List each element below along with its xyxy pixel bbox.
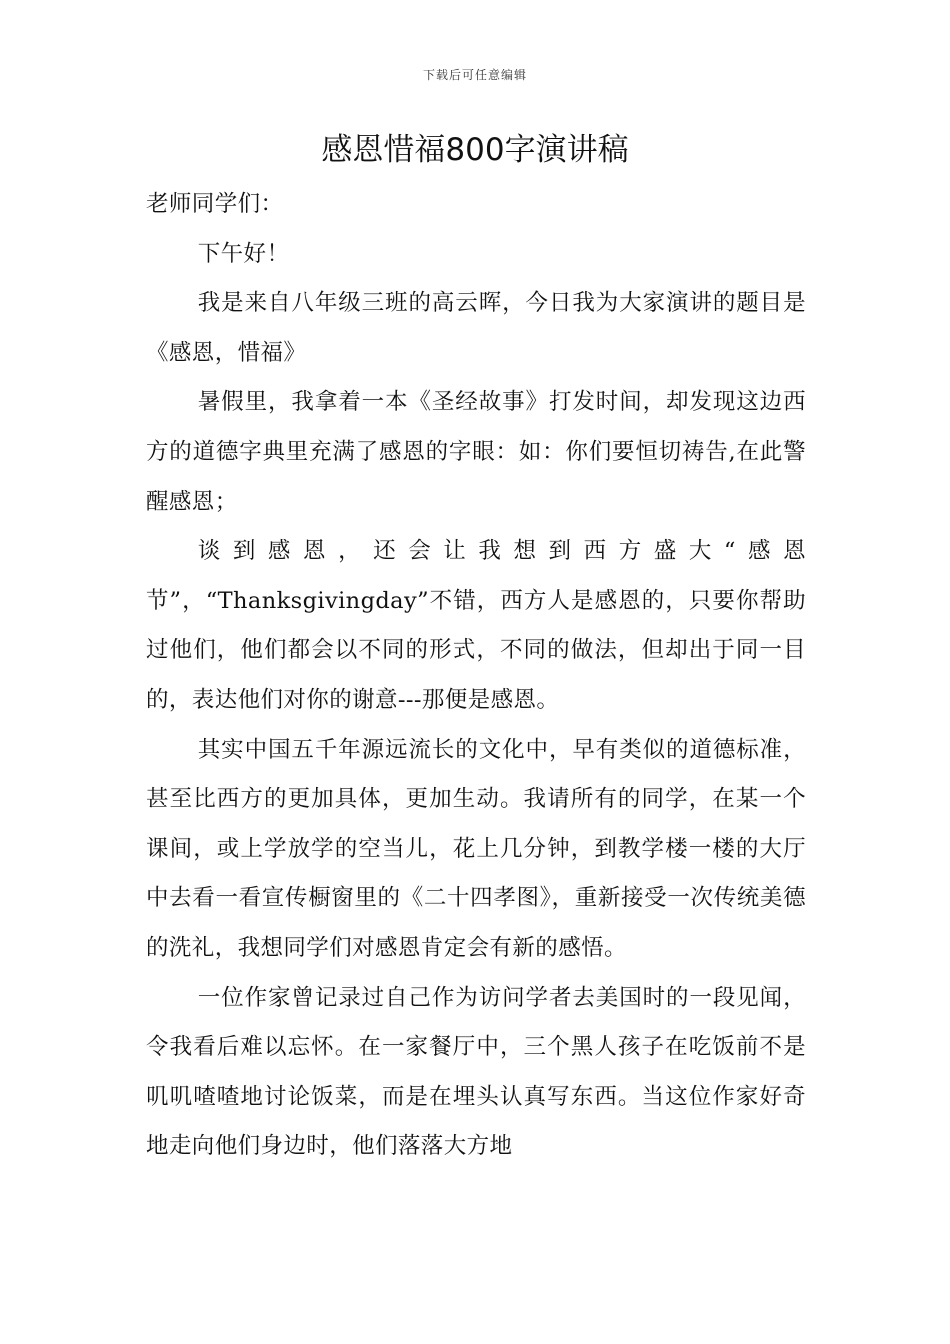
paragraph-introduction: 我是来自八年级三班的高云晖，今日我为大家演讲的题目是《感恩，惜福》 xyxy=(146,290,806,366)
paragraph-thanksgiving: 谈到感恩，还会让我想到西方盛大“感恩节”，“Thanksgivingday”不错，西方人是感恩的，只要你帮助过他们，他们都会以不同的形式，不同的做法，但却出于同一目的，表达他们对你的谢意---那便是感恩。 xyxy=(146,538,806,713)
paragraph-bible-story: 暑假里，我拿着一本《圣经故事》打发时间，却发现这边西方的道德字典里充满了感恩的字眼：如：你们要恒切祷告,在此警醒感恩； xyxy=(146,389,806,515)
paragraph-writer-anecdote: 一位作家曾记录过自己作为访问学者去美国时的一段见闻，令我看后难以忘怀。在一家餐厅中，三个黑人孩子在吃饭前不是叽叽喳喳地讨论饭菜，而是在埋头认真写东西。当这位作家好奇地走向他们身边时，他们落落大方地 xyxy=(146,984,806,1160)
paragraph-chinese-culture: 其实中国五千年源远流长的文化中，早有类似的道德标准，甚至比西方的更加具体，更加生动。我请所有的同学，在某一个课间，或上学放学的空当儿，花上几分钟，到教学楼一楼的大厅中去看一看宣传橱窗里的《二十四孝图》，重新接受一次传统美德的洗礼，我想同学们对感恩肯定会有新的感悟。 xyxy=(146,736,806,961)
document-title: 感恩惜福800字演讲稿 xyxy=(321,132,629,168)
salutation: 老师同学们： xyxy=(146,191,284,217)
document-body xyxy=(146,180,806,1172)
header-note: 下载后可任意编辑 xyxy=(422,68,527,82)
paragraph-greeting: 下午好！ xyxy=(197,240,290,267)
